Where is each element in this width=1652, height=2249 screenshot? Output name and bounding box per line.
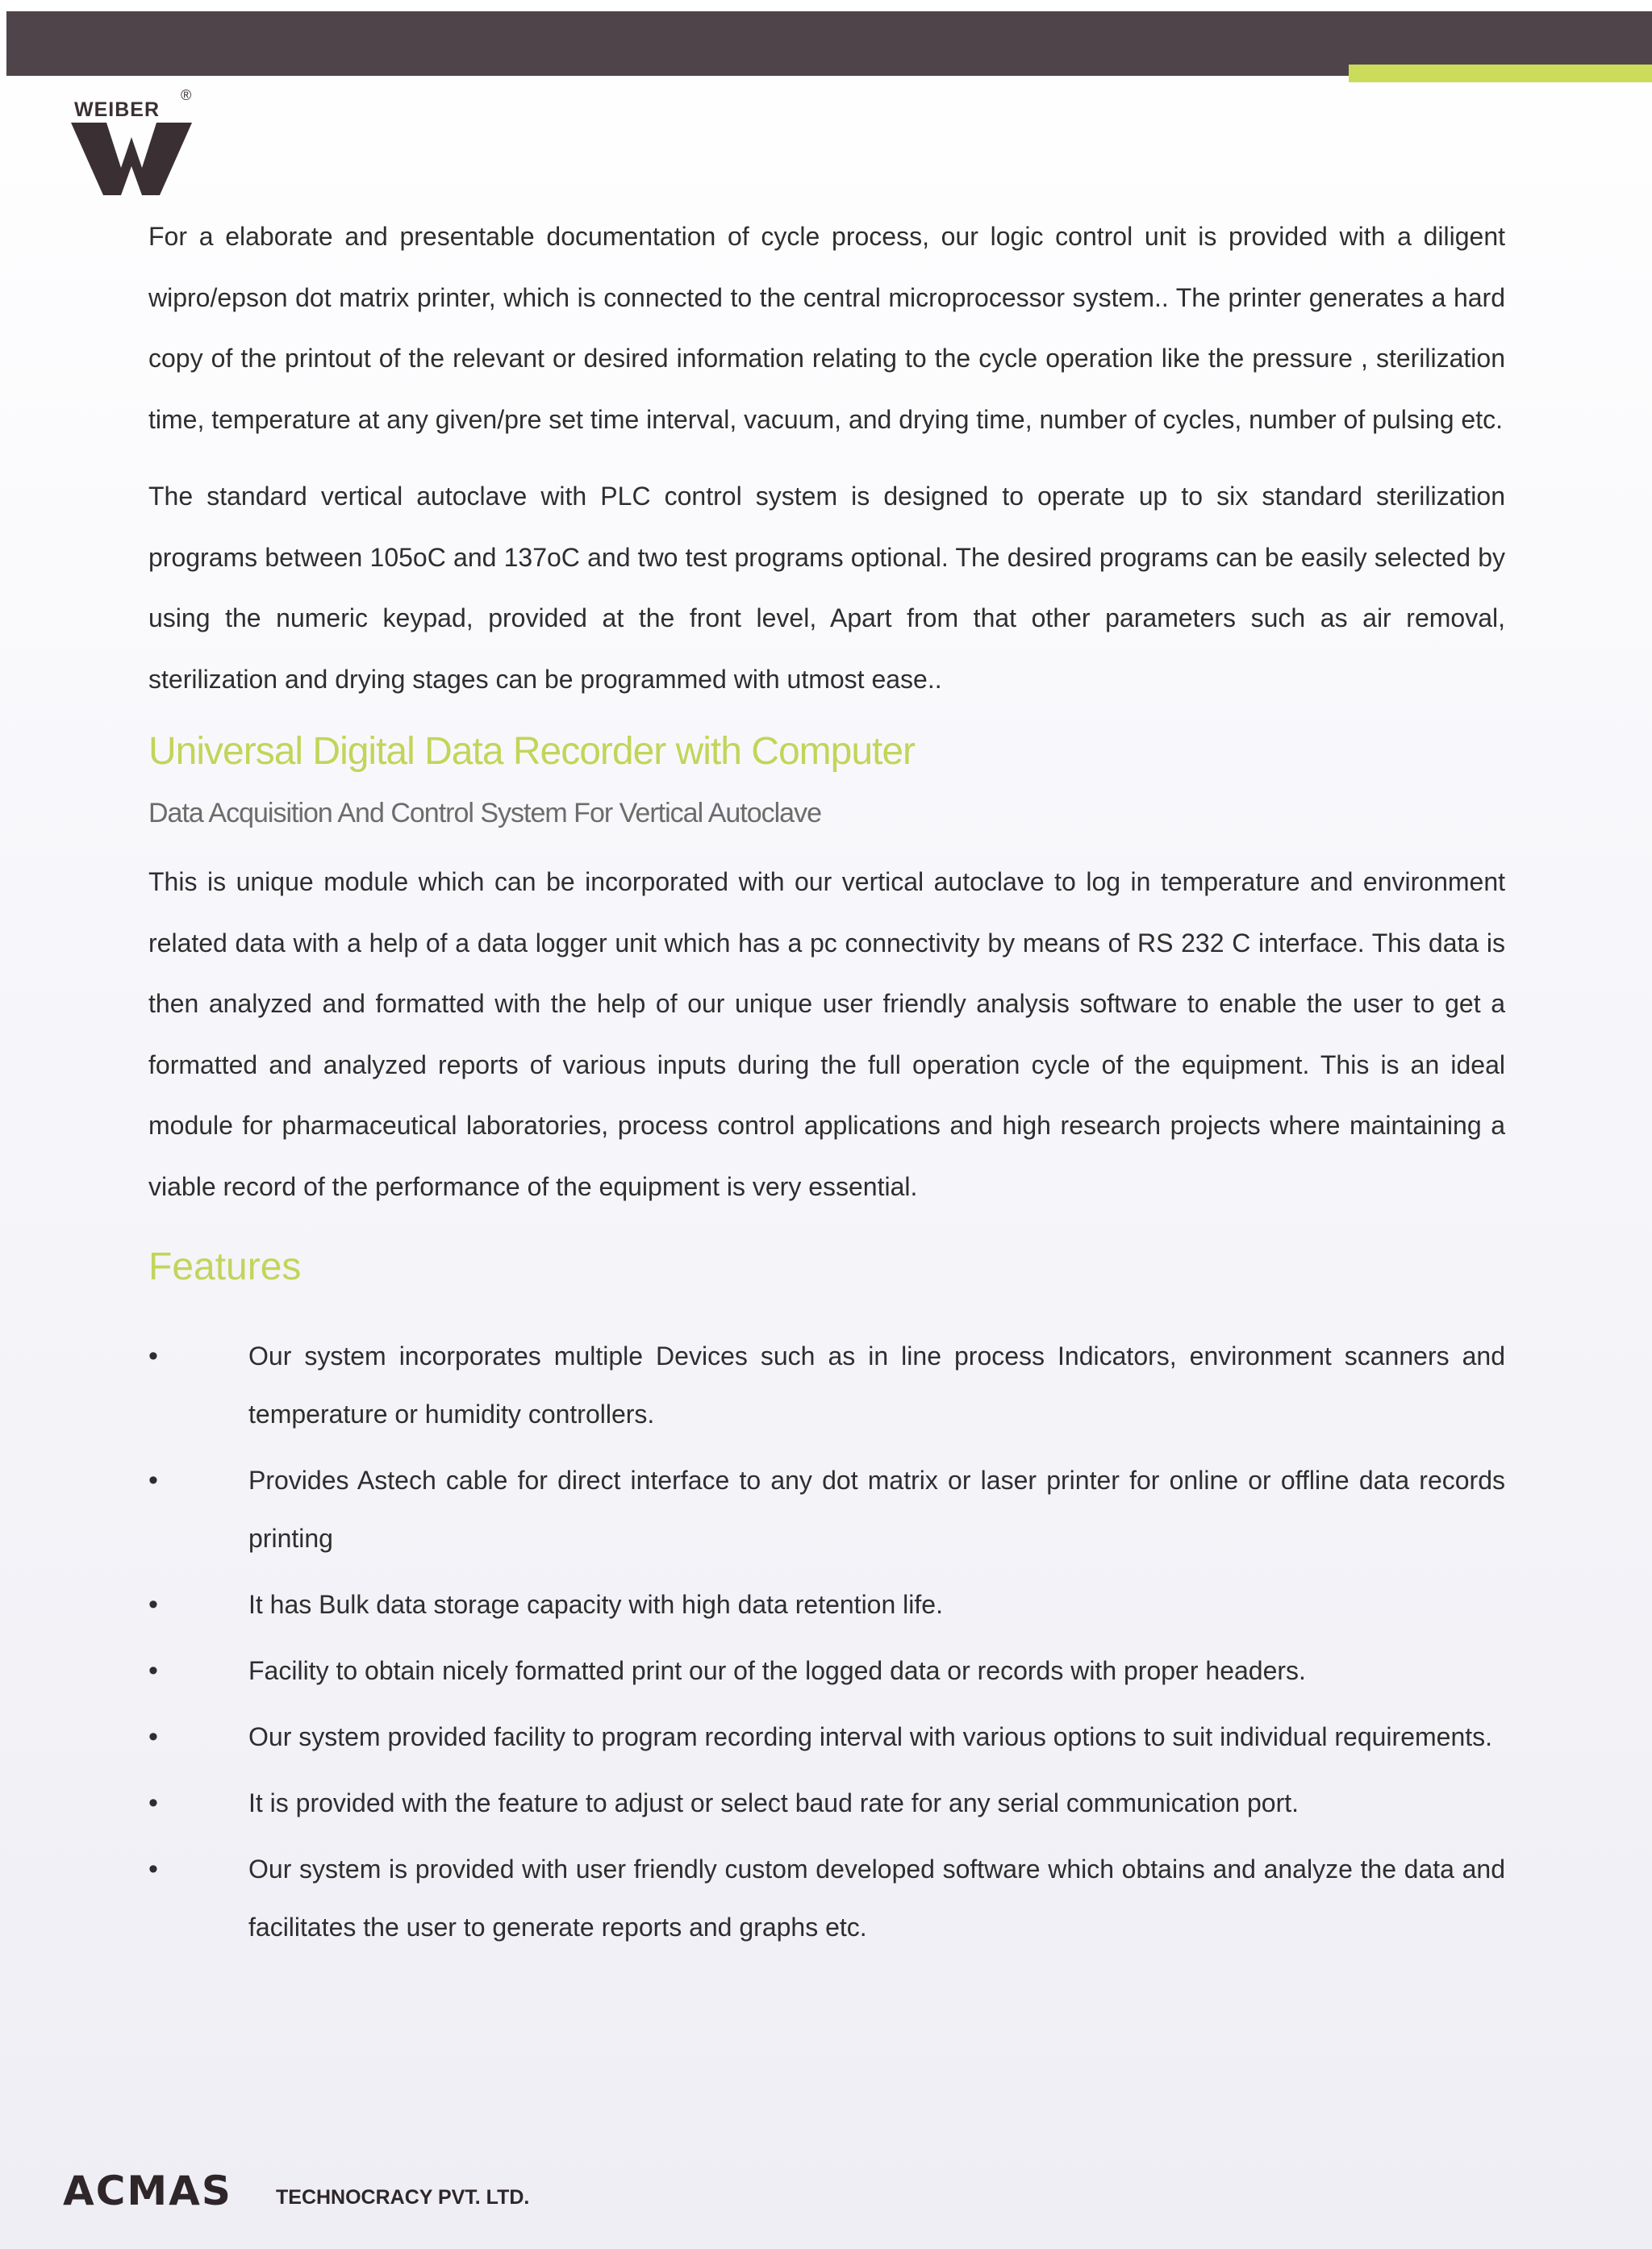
list-item [148, 1708, 1505, 1766]
weiber-logo [71, 87, 200, 194]
acmas-logo: ACMAS [63, 2168, 232, 2214]
feature-text: Our system is provided with user friendly custom developed software which obtains and analyze the data and facilitates the user to generate reports and graphs etc. [248, 1855, 1505, 1942]
logo-text: WEIBER [74, 98, 160, 121]
section-paragraph: This is unique module which can be incorporated with our vertical autoclave to log in temperature and environment related data with a help of a data logger unit which has a pc connectivity by means of RS 232 C interface. This data is then analyzed and formatted with the help of our unique user friendly analysis software to enable the user to get a formatted and analyzed reports of various inputs during the full operation cycle of the equipment. This is an ideal module for pharmaceutical laboratories, process control applications and high research projects where maintaining a viable record of the performance of the equipment is very essential. [148, 867, 1505, 1201]
bullet-icon: • [148, 1341, 158, 1371]
bullet-icon: • [148, 1854, 158, 1884]
bullet-icon: • [148, 1788, 158, 1818]
list-item [148, 1642, 1505, 1700]
bullet-icon: • [148, 1721, 158, 1752]
section-subtitle: Data Acquisition And Control System For Vertical Autoclave [148, 798, 822, 828]
footer [63, 2168, 547, 2217]
main-content [148, 207, 1505, 1964]
list-item [148, 1774, 1505, 1832]
feature-text: It is provided with the feature to adjust or select baud rate for any serial communication port. [248, 1788, 1299, 1817]
bullet-icon: • [148, 1465, 158, 1496]
list-item [148, 1575, 1505, 1634]
feature-text: Provides Astech cable for direct interface to any dot matrix or laser printer for online or offline data records printing [248, 1466, 1505, 1553]
section-title: Universal Digital Data Recorder with Computer [148, 730, 916, 773]
feature-text: It has Bulk data storage capacity with high data retention life. [248, 1590, 943, 1619]
bullet-icon: • [148, 1655, 158, 1686]
feature-text: Facility to obtain nicely formatted print our of the logged data or records with proper headers. [248, 1656, 1306, 1685]
bullet-icon: • [148, 1589, 158, 1620]
intro-paragraph-plc: The standard vertical autoclave with PLC control system is designed to operate up to six standard sterilization programs between 105oC and 137oC and two test programs optional. The desired programs can be easily selected by using the numeric keypad, provided at the front level, Apart from that other parameters such as air removal, sterilization and drying stages can be programmed with utmost ease.. [148, 482, 1505, 694]
registered-mark: ® [181, 87, 192, 103]
feature-text: Our system incorporates multiple Devices such as in line process Indicators, environment scanners and temperature or humidity controllers. [248, 1341, 1505, 1429]
features-list [148, 1327, 1505, 1956]
w-logo-icon [71, 119, 192, 195]
intro-paragraph-printer: For a elaborate and presentable documentation of cycle process, our logic control unit is provided with a diligent wipro/epson dot matrix printer, which is connected to the central microprocessor system.. The printer generates a hard copy of the printout of the relevant or desired information relating to the cycle operation like the pressure , sterilization time, temperature at any given/pre set time interval, vacuum, and drying time, number of cycles, number of pulsing etc. [148, 222, 1505, 434]
list-item [148, 1840, 1505, 1956]
features-title: Features [148, 1246, 302, 1288]
list-item [148, 1327, 1505, 1443]
feature-text: Our system provided facility to program recording interval with various options to suit individual requirements. [248, 1722, 1493, 1751]
header-accent-bar [1349, 65, 1652, 82]
list-item [148, 1451, 1505, 1567]
footer-company: TECHNOCRACY PVT. LTD. [276, 2186, 530, 2209]
